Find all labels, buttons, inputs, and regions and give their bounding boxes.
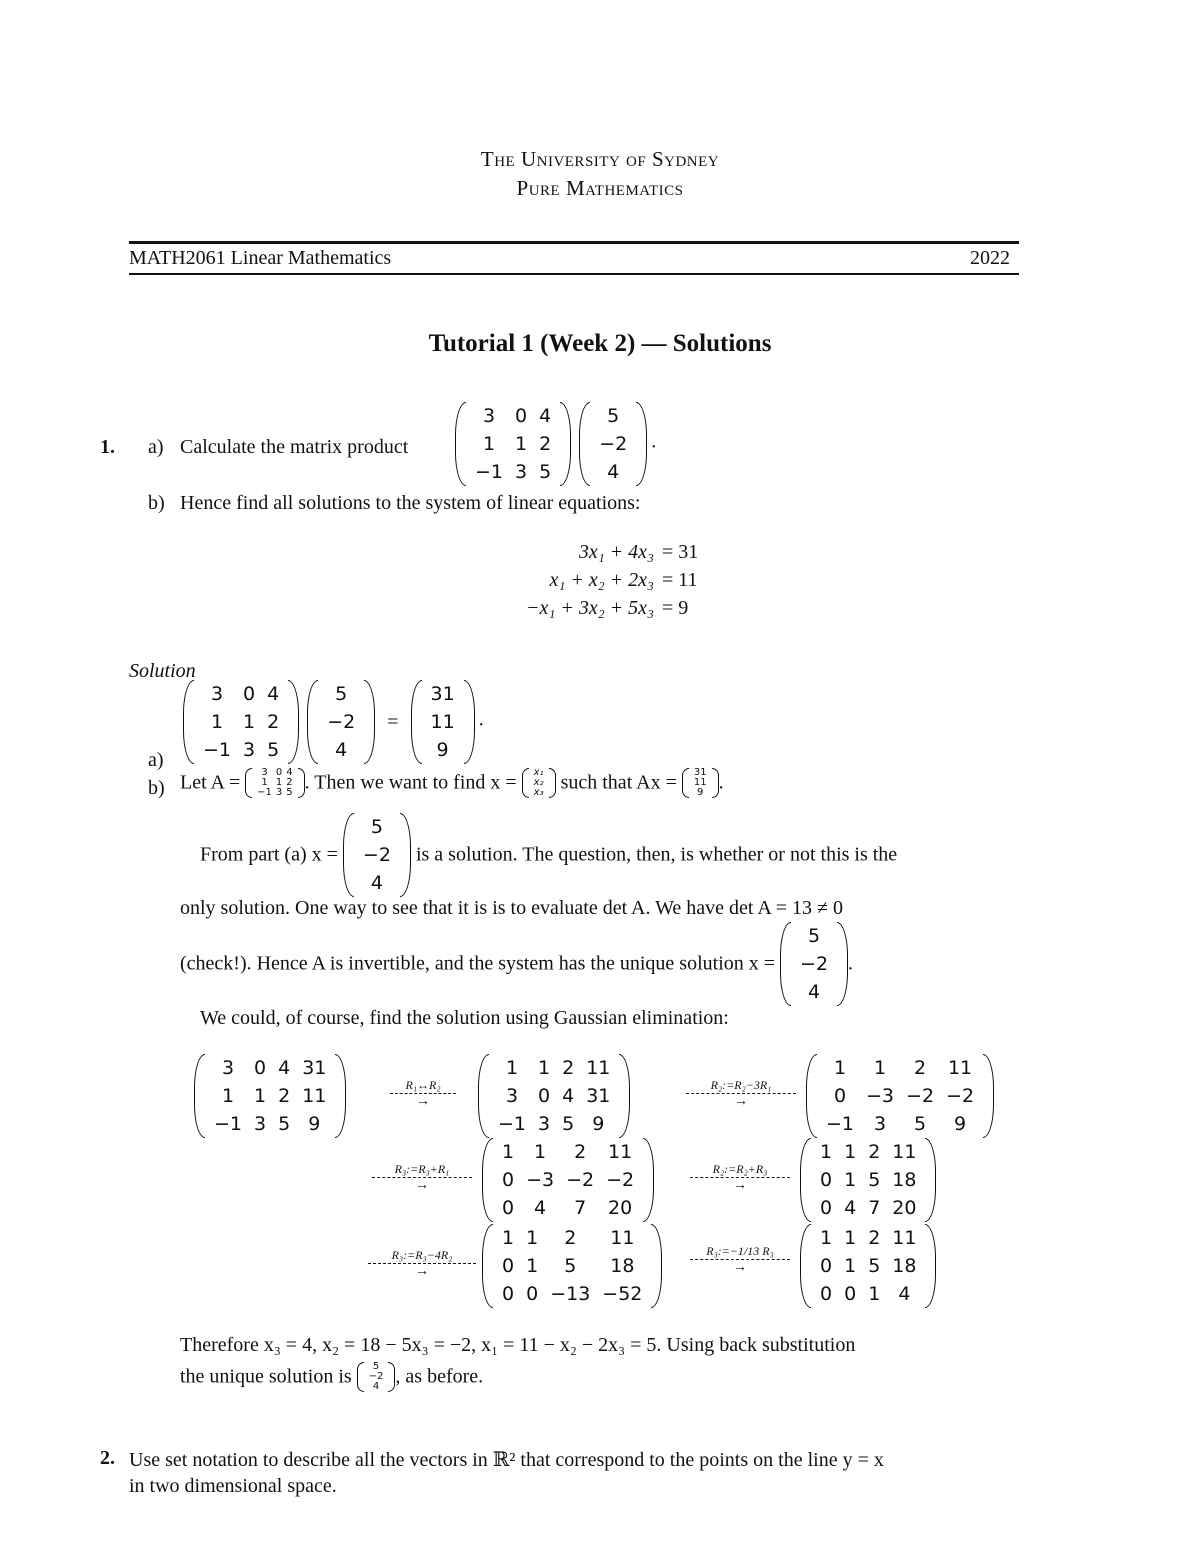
page-title: Tutorial 1 (Week 2) — Solutions [428, 330, 772, 357]
matrix-cell: 5 [539, 461, 552, 483]
small-result-vector: 31 11 9 [682, 768, 719, 798]
matrix-cell: 2 [539, 433, 552, 455]
sol-a-equation: 3 0 4 1 1 2 −1 3 5 5 −2 4 = 31 11 9 . [183, 680, 484, 764]
sol-b-label: b) [148, 777, 165, 799]
small-vector-x: x₁ x₂ x₃ [522, 768, 556, 798]
equation-rhs: = 11 [662, 569, 698, 591]
matrix-cell: −2 [599, 433, 628, 455]
matrix-A: 3 0 4 1 1 2 −1 3 5 [183, 680, 299, 764]
sol-para-4: We could, of course, find the solution using Gaussian elimination: [200, 1007, 729, 1029]
row-op-6: R₃:=−1/13 R₃ → [690, 1244, 790, 1276]
matrix-cell: 3 [515, 461, 528, 483]
small-matrix-A: 3 0 4 1 1 2 −1 3 5 [245, 768, 305, 798]
vector-v [579, 402, 647, 486]
q1-a-text: Calculate the matrix product [180, 436, 409, 458]
q1-b-text: Hence find all solutions to the system of linear equations: [180, 492, 641, 514]
matrix-cell: 1 [515, 433, 528, 455]
row-op-2: R₂:=R₂−3R₁ → [686, 1078, 796, 1110]
sol-para-3: (check!). Hence A is invertible, and the system has the unique solution x = 5 −2 4 . [180, 922, 853, 1006]
row-op-1: R₁↔R₂ → [390, 1078, 456, 1110]
matrix-cell: 1 [482, 433, 496, 455]
matrix-cell: 3 [482, 405, 496, 427]
sol-para-2: only solution. One way to see that it is is to evaluate det A. We have det A = 13 ≠ 0 [180, 897, 843, 919]
back-substitution-text: Therefore x₃ = 4, x₂ = 18 − 5x₃ = −2, x₁ = 11 − x₂ − 2x₃ = 5. Using back substitution [180, 1334, 856, 1356]
aug-matrix-6: 1 1 2 11 0 1 5 18 0 0 −13 −52 [482, 1224, 662, 1308]
aug-matrix-5: 1 1 2 11 0 1 5 18 0 4 7 20 [800, 1138, 936, 1222]
department-name: Pure Mathematics [516, 176, 684, 200]
q2-line-2: in two dimensional space. [129, 1475, 337, 1497]
question-1-number: 1. [100, 436, 115, 458]
course-year: 2022 [970, 247, 1010, 269]
solution-heading: Solution [129, 660, 196, 682]
sol-a-label: a) [148, 749, 164, 771]
question-2-number: 2. [100, 1447, 115, 1469]
aug-matrix-4: 1 1 2 11 0 −3 −2 −2 0 4 7 20 [482, 1138, 654, 1222]
aug-matrix-3: 1 1 2 11 0 −3 −2 −2 −1 3 5 9 [806, 1054, 994, 1138]
matrix-cell: 4 [607, 461, 620, 483]
matrix-cell: −1 [475, 461, 504, 483]
linear-system [480, 538, 702, 622]
q1-matrix-product: 3 0 4 1 1 2 −1 3 5 5 −2 4 . [455, 402, 656, 486]
vector-v: 5 −2 4 [307, 680, 375, 764]
header-rule-bottom [129, 273, 1019, 275]
matrix-cell: 4 [539, 405, 552, 427]
matrix-A [455, 402, 571, 486]
matrix-cell: 0 [515, 405, 528, 427]
row-op-5: R₃:=R₃−4R₂ → [368, 1248, 476, 1280]
equation-rhs: = 31 [662, 541, 699, 563]
q1-a-label: a) [148, 436, 164, 458]
aug-matrix-2: 1 1 2 11 3 0 4 31 −1 3 5 9 [478, 1054, 630, 1138]
q1-b-label: b) [148, 492, 165, 514]
row-op-4: R₂:=R₂+R₃ → [690, 1162, 790, 1194]
small-solution-vector: 5 −2 4 [357, 1362, 396, 1392]
matrix-cell: 5 [607, 405, 620, 427]
unique-solution-line: the unique solution is 5 −2 4 , as before. [180, 1361, 484, 1392]
equation-lhs: −x₁ + 3x₂ + 5x₃ [526, 597, 654, 619]
equation-lhs: x₁ + x₂ + 2x₃ [549, 569, 654, 591]
sol-b-line: Let A = 3 0 4 1 1 2 −1 3 5 . Then we want to find x = x₁ x₂ x₃ such that Ax = 31 11 9 . [180, 767, 724, 798]
q2-line-1: Use set notation to describe all the vectors in ℝ² that correspond to the points on the line y = x [129, 1449, 884, 1471]
result-vector: 31 11 9 [411, 680, 475, 764]
solution-vector: 5 −2 4 [343, 813, 411, 897]
equation-rhs: = 9 [662, 597, 689, 619]
university-name: The University of Sydney [480, 147, 720, 171]
row-op-3: R₃:=R₃+R₁ → [372, 1162, 472, 1194]
equation-lhs: 3x₁ + 4x₃ [578, 541, 654, 563]
sol-para-1: From part (a) x = 5 −2 4 is a solution. The question, then, is whether or not this is the [200, 813, 897, 897]
header-rule-top [129, 241, 1019, 244]
unique-solution-vector: 5 −2 4 [780, 922, 848, 1006]
aug-matrix-1: 3 0 4 31 1 1 2 11 −1 3 5 9 [194, 1054, 346, 1138]
course-name: MATH2061 Linear Mathematics [129, 247, 392, 269]
aug-matrix-7: 1 1 2 11 0 1 5 18 0 0 1 4 [800, 1224, 936, 1308]
